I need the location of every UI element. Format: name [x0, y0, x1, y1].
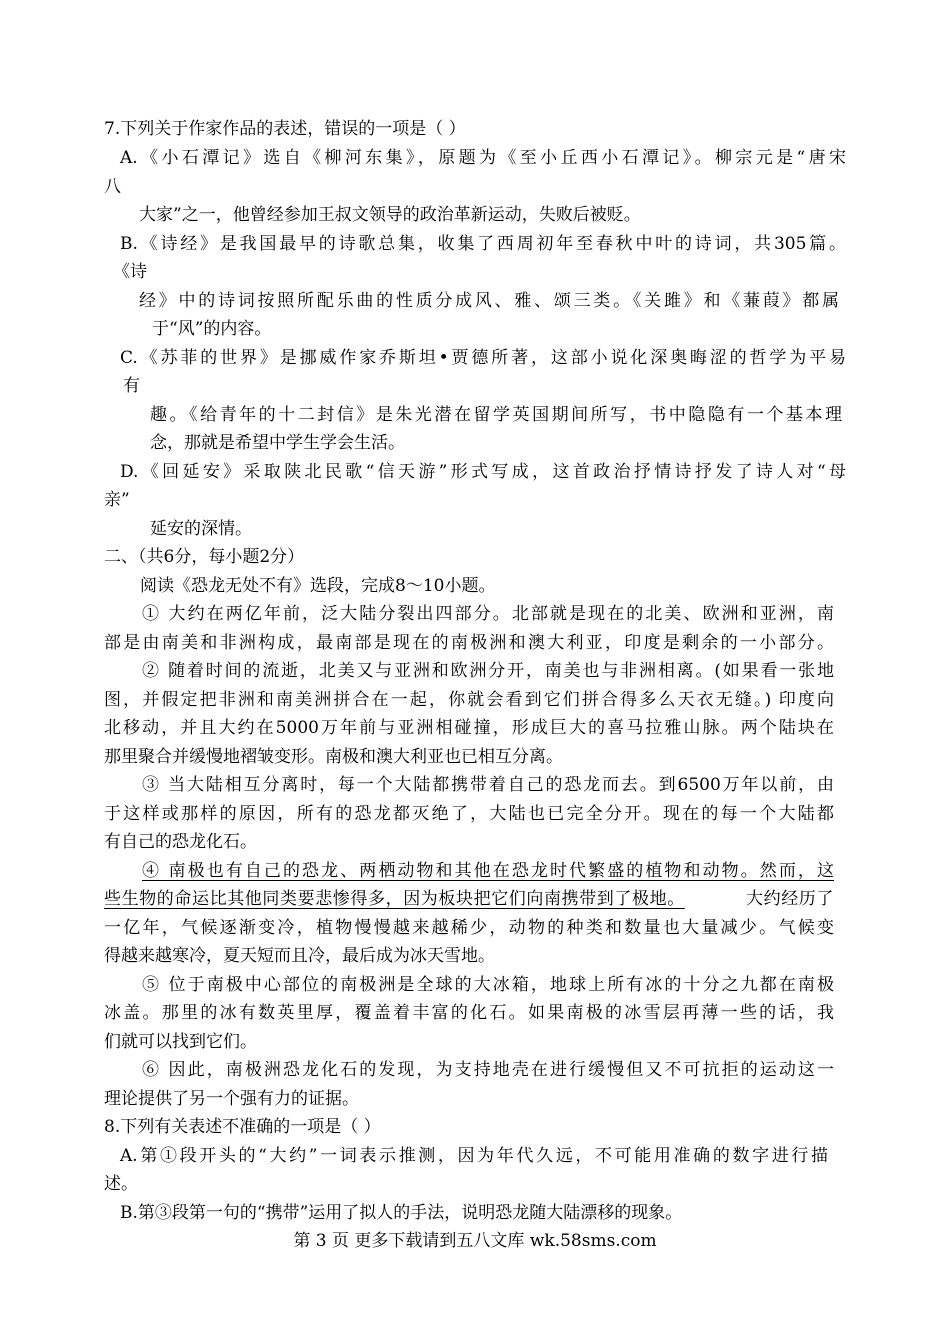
- q7-option-c-line2: 有: [123, 376, 140, 396]
- passage-p3-line3: 有自己的恐龙化石。: [104, 832, 257, 852]
- q7-option-b-line1: B.《诗经》是我国最早的诗歌总集，收集了西周初年至春秋中叶的诗词，共305篇。: [120, 234, 846, 254]
- q7-option-a-line1: A.《小石潭记》选自《柳河东集》，原题为《至小丘西小石潭记》。柳宗元是“唐宋: [120, 148, 846, 168]
- q7-option-c-line3: 趣。《给青年的十二封信》是朱光潜在留学英国期间所写，书中隐隐有一个基本理: [150, 405, 842, 425]
- q8-option-a-line2: 述。: [104, 1174, 138, 1194]
- q7-option-d-line2: 亲”: [104, 490, 130, 510]
- q7-option-c-line4: 念，那就是希望中学生学会生活。: [150, 433, 405, 453]
- q7-option-b-line2: 《诗: [113, 262, 147, 282]
- q7-option-b-line4: 于“风”的内容。: [152, 319, 272, 339]
- passage-p1-line2: 部是由南美和非洲构成，最南部是现在的南极洲和澳大利亚，印度是剩余的一小部分。: [104, 633, 834, 653]
- passage-p5-line3: 们就可以找到它们。: [104, 1032, 257, 1052]
- passage-p3-line2: 于这样或那样的原因，所有的恐龙都灭绝了，大陆也已完全分开。现在的每一个大陆都: [104, 804, 834, 824]
- page-footer: 第 3 页 更多下载请到五八文库 wk.58sms.com: [293, 1231, 657, 1251]
- passage-p6-line2: 理论提供了另一个强有力的证据。: [104, 1089, 359, 1109]
- passage-p5-line2: 冰盖。那里的冰有数英里厚，覆盖着丰富的化石。如果南极的冰雪层再薄一些的话，我: [104, 1003, 834, 1023]
- q7-option-b-line3: 经》中的诗词按照所配乐曲的性质分成风、雅、颂三类。《关雎》和《蒹葭》都属: [139, 291, 839, 311]
- q8-stem: 8.下列有关表述不准确的一项是（ ）: [104, 1117, 381, 1137]
- q7-option-c-line1: C.《苏菲的世界》是挪威作家乔斯坦•贾德所著，这部小说化深奥晦涩的哲学为平易: [120, 348, 846, 368]
- q7-option-a-line2: 八: [104, 177, 121, 197]
- passage-p2-line3: 北移动，并且大约在5000万年前与亚洲相碰撞，形成巨大的喜马拉雅山脉。两个陆块在: [104, 718, 834, 738]
- passage-p2-line4: 那里聚合并缓慢地褶皱变形。南极和澳大利亚也已相互分离。: [104, 747, 563, 767]
- q7-option-d-line3: 延安的深情。: [150, 519, 252, 539]
- q8-option-b: B.第③段第一句的“携带”运用了拟人的手法，说明恐龙随大陆漂移的现象。: [120, 1203, 683, 1223]
- q7-option-d-line1: D.《回延安》采取陕北民歌“信天游”形式写成，这首政治抒情诗抒发了诗人对“母: [120, 462, 846, 482]
- passage-p1-line1: ① 大约在两亿年前，泛大陆分裂出四部分。北部就是现在的北美、欧洲和亚洲，南: [142, 604, 834, 624]
- q7-option-a-line3: 大家”之一，他曾经参加王叔文领导的政治革新运动，失败后被贬。: [139, 205, 641, 225]
- q8-option-a-line1: A.第①段开头的“大约”一词表示推测，因为年代久远，不可能用准确的数字进行描: [120, 1146, 828, 1166]
- passage-p4-line2: [104, 887, 834, 911]
- passage-p4-line1-underlined: ④ 南极也有自己的恐龙、两栖动物和其他在恐龙时代繁盛的植物和动物。然而，这: [142, 861, 834, 881]
- passage-p2-line1: ② 随着时间的流逝，北美又与亚洲和欧洲分开，南美也与非洲相离。(如果看一张地: [142, 661, 834, 681]
- q7-stem: 7.下列关于作家作品的表述，错误的一项是（ ）: [104, 119, 466, 139]
- passage-p4-line2-rest: 大约经历了: [746, 889, 834, 909]
- passage-p4-line3: 一亿年，气候逐渐变冷，植物慢慢越来越稀少，动物的种类和数量也大量减少。气候变: [104, 918, 834, 938]
- passage-p6-line1: ⑥ 因此，南极洲恐龙化石的发现，为支持地壳在进行缓慢但又不可抗拒的运动这一: [142, 1060, 834, 1080]
- section-intro: 阅读《恐龙无处不有》选段，完成8～10小题。: [140, 576, 496, 596]
- passage-p5-line1: ⑤ 位于南极中心部位的南极洲是全球的大冰箱，地球上所有冰的十分之九都在南极: [142, 975, 834, 995]
- passage-p2-line2: 图，并假定把非洲和南美洲拼合在一起，你就会看到它们拼合得多么天衣无缝。) 印度向: [104, 690, 834, 710]
- passage-p4-underlined-sentence: 些生物的命运比其他同类要悲惨得多，因为板块把它们向南携带到了极地。: [104, 889, 685, 909]
- section-heading: 二、（共6分，每小题2分）: [104, 547, 305, 567]
- passage-p4-line4: 得越来越寒冷，夏天短而且冷，最后成为冰天雪地。: [104, 946, 495, 966]
- passage-p3-line1: ③ 当大陆相互分离时，每一个大陆都携带着自己的恐龙而去。到6500万年以前，由: [142, 775, 834, 795]
